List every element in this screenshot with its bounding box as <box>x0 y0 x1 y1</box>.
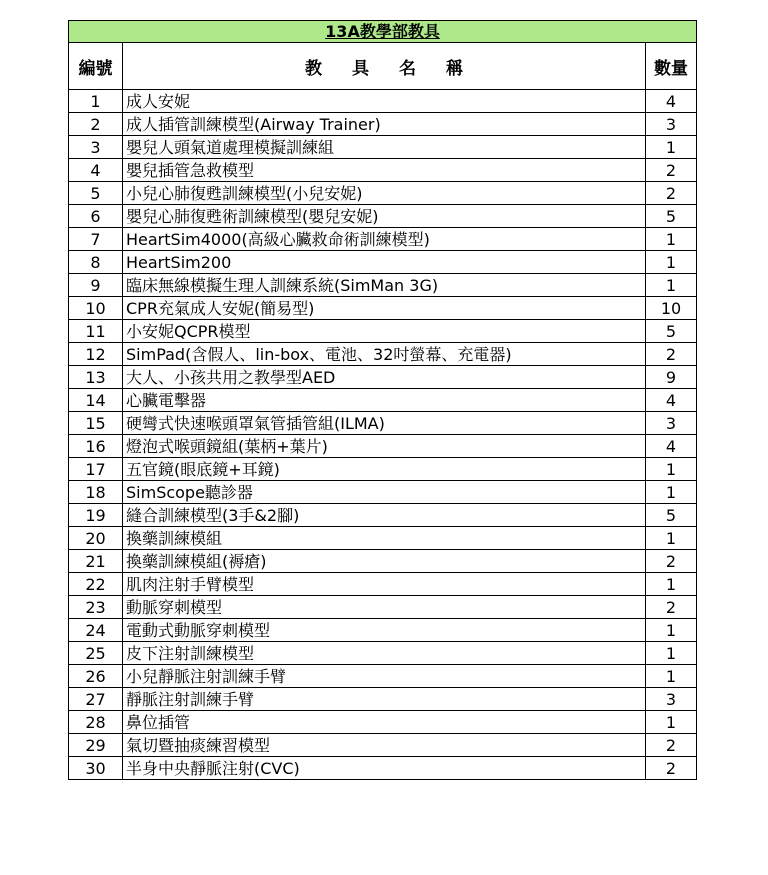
row-number: 18 <box>69 481 123 504</box>
row-number: 17 <box>69 458 123 481</box>
row-item-name: 換藥訓練模組(褥瘡) <box>123 550 646 573</box>
row-item-name: 肌肉注射手臂模型 <box>123 573 646 596</box>
table-row <box>69 596 697 619</box>
row-item-name: 燈泡式喉頭鏡組(葉柄+葉片) <box>123 435 646 458</box>
row-number: 11 <box>69 320 123 343</box>
row-item-name: 氣切暨抽痰練習模型 <box>123 734 646 757</box>
row-item-name: 嬰兒插管急救模型 <box>123 159 646 182</box>
row-quantity: 2 <box>646 182 697 205</box>
row-quantity: 3 <box>646 113 697 136</box>
row-item-name: 皮下注射訓練模型 <box>123 642 646 665</box>
table-row <box>69 320 697 343</box>
table-header-row <box>69 43 697 90</box>
row-quantity: 1 <box>646 274 697 297</box>
row-quantity: 2 <box>646 343 697 366</box>
table-row <box>69 711 697 734</box>
header-name: 教具名稱 <box>123 43 646 90</box>
table-row <box>69 435 697 458</box>
table-row <box>69 297 697 320</box>
row-quantity: 2 <box>646 550 697 573</box>
row-number: 2 <box>69 113 123 136</box>
row-quantity: 1 <box>646 251 697 274</box>
table-row <box>69 366 697 389</box>
row-item-name: 換藥訓練模組 <box>123 527 646 550</box>
row-quantity: 2 <box>646 596 697 619</box>
row-item-name: 臨床無線模擬生理人訓練系統(SimMan 3G) <box>123 274 646 297</box>
row-item-name: 電動式動脈穿刺模型 <box>123 619 646 642</box>
table-title-cell <box>69 21 697 43</box>
equipment-table <box>68 20 697 780</box>
table-row <box>69 642 697 665</box>
row-number: 26 <box>69 665 123 688</box>
row-quantity: 1 <box>646 228 697 251</box>
table-row <box>69 504 697 527</box>
row-item-name: 小安妮QCPR模型 <box>123 320 646 343</box>
table-row <box>69 113 697 136</box>
row-number: 5 <box>69 182 123 205</box>
row-number: 1 <box>69 90 123 113</box>
table-row <box>69 550 697 573</box>
row-number: 7 <box>69 228 123 251</box>
row-quantity: 1 <box>646 711 697 734</box>
row-number: 29 <box>69 734 123 757</box>
table-row <box>69 90 697 113</box>
row-item-name: 嬰兒人頭氣道處理模擬訓練組 <box>123 136 646 159</box>
row-number: 25 <box>69 642 123 665</box>
row-item-name: 鼻位插管 <box>123 711 646 734</box>
row-item-name: 小兒靜脈注射訓練手臂 <box>123 665 646 688</box>
row-quantity: 1 <box>646 136 697 159</box>
table-row <box>69 527 697 550</box>
table-row <box>69 228 697 251</box>
row-number: 22 <box>69 573 123 596</box>
row-item-name: SimPad(含假人、lin-box、電池、32吋螢幕、充電器) <box>123 343 646 366</box>
row-number: 12 <box>69 343 123 366</box>
table-row <box>69 458 697 481</box>
row-quantity: 2 <box>646 734 697 757</box>
row-number: 21 <box>69 550 123 573</box>
row-number: 30 <box>69 757 123 780</box>
row-item-name: 成人安妮 <box>123 90 646 113</box>
row-number: 4 <box>69 159 123 182</box>
row-quantity: 10 <box>646 297 697 320</box>
row-item-name: 硬彎式快速喉頭罩氣管插管組(ILMA) <box>123 412 646 435</box>
row-quantity: 2 <box>646 757 697 780</box>
table-row <box>69 412 697 435</box>
row-item-name: 靜脈注射訓練手臂 <box>123 688 646 711</box>
row-item-name: 縫合訓練模型(3手&2腳) <box>123 504 646 527</box>
row-item-name: 心臟電擊器 <box>123 389 646 412</box>
table-row <box>69 757 697 780</box>
row-quantity: 9 <box>646 366 697 389</box>
table-row <box>69 136 697 159</box>
row-number: 19 <box>69 504 123 527</box>
row-item-name: HeartSim200 <box>123 251 646 274</box>
table-row <box>69 665 697 688</box>
row-number: 13 <box>69 366 123 389</box>
row-quantity: 1 <box>646 573 697 596</box>
row-number: 20 <box>69 527 123 550</box>
table-row <box>69 205 697 228</box>
row-quantity: 1 <box>646 665 697 688</box>
table-row <box>69 734 697 757</box>
table-title-row <box>69 21 697 43</box>
row-number: 15 <box>69 412 123 435</box>
row-quantity: 4 <box>646 435 697 458</box>
row-quantity: 1 <box>646 527 697 550</box>
row-quantity: 5 <box>646 320 697 343</box>
table-row <box>69 688 697 711</box>
row-number: 27 <box>69 688 123 711</box>
table-row <box>69 182 697 205</box>
row-number: 8 <box>69 251 123 274</box>
row-item-name: 動脈穿刺模型 <box>123 596 646 619</box>
row-item-name: 大人、小孩共用之教學型AED <box>123 366 646 389</box>
row-number: 10 <box>69 297 123 320</box>
row-quantity: 5 <box>646 504 697 527</box>
row-item-name: 半身中央靜脈注射(CVC) <box>123 757 646 780</box>
row-number: 3 <box>69 136 123 159</box>
row-item-name: HeartSim4000(高級心臟救命術訓練模型) <box>123 228 646 251</box>
row-number: 6 <box>69 205 123 228</box>
header-number: 編號 <box>69 43 123 90</box>
row-quantity: 1 <box>646 619 697 642</box>
row-quantity: 4 <box>646 90 697 113</box>
row-number: 14 <box>69 389 123 412</box>
table-title: 13A教學部教具 <box>325 22 440 41</box>
row-quantity: 2 <box>646 159 697 182</box>
row-item-name: 成人插管訓練模型(Airway Trainer) <box>123 113 646 136</box>
row-quantity: 3 <box>646 412 697 435</box>
row-quantity: 1 <box>646 458 697 481</box>
row-item-name: 嬰兒心肺復甦術訓練模型(嬰兒安妮) <box>123 205 646 228</box>
row-number: 16 <box>69 435 123 458</box>
table-row <box>69 343 697 366</box>
table-row <box>69 619 697 642</box>
row-quantity: 3 <box>646 688 697 711</box>
table-row <box>69 251 697 274</box>
table-row <box>69 481 697 504</box>
row-quantity: 1 <box>646 642 697 665</box>
row-item-name: SimScope聽診器 <box>123 481 646 504</box>
row-item-name: 五官鏡(眼底鏡+耳鏡) <box>123 458 646 481</box>
row-item-name: 小兒心肺復甦訓練模型(小兒安妮) <box>123 182 646 205</box>
row-number: 23 <box>69 596 123 619</box>
row-quantity: 4 <box>646 389 697 412</box>
row-quantity: 1 <box>646 481 697 504</box>
header-quantity: 數量 <box>646 43 697 90</box>
table-row <box>69 573 697 596</box>
row-number: 24 <box>69 619 123 642</box>
row-item-name: CPR充氣成人安妮(簡易型) <box>123 297 646 320</box>
row-number: 9 <box>69 274 123 297</box>
row-number: 28 <box>69 711 123 734</box>
table-row <box>69 274 697 297</box>
table-row <box>69 159 697 182</box>
table-row <box>69 389 697 412</box>
row-quantity: 5 <box>646 205 697 228</box>
